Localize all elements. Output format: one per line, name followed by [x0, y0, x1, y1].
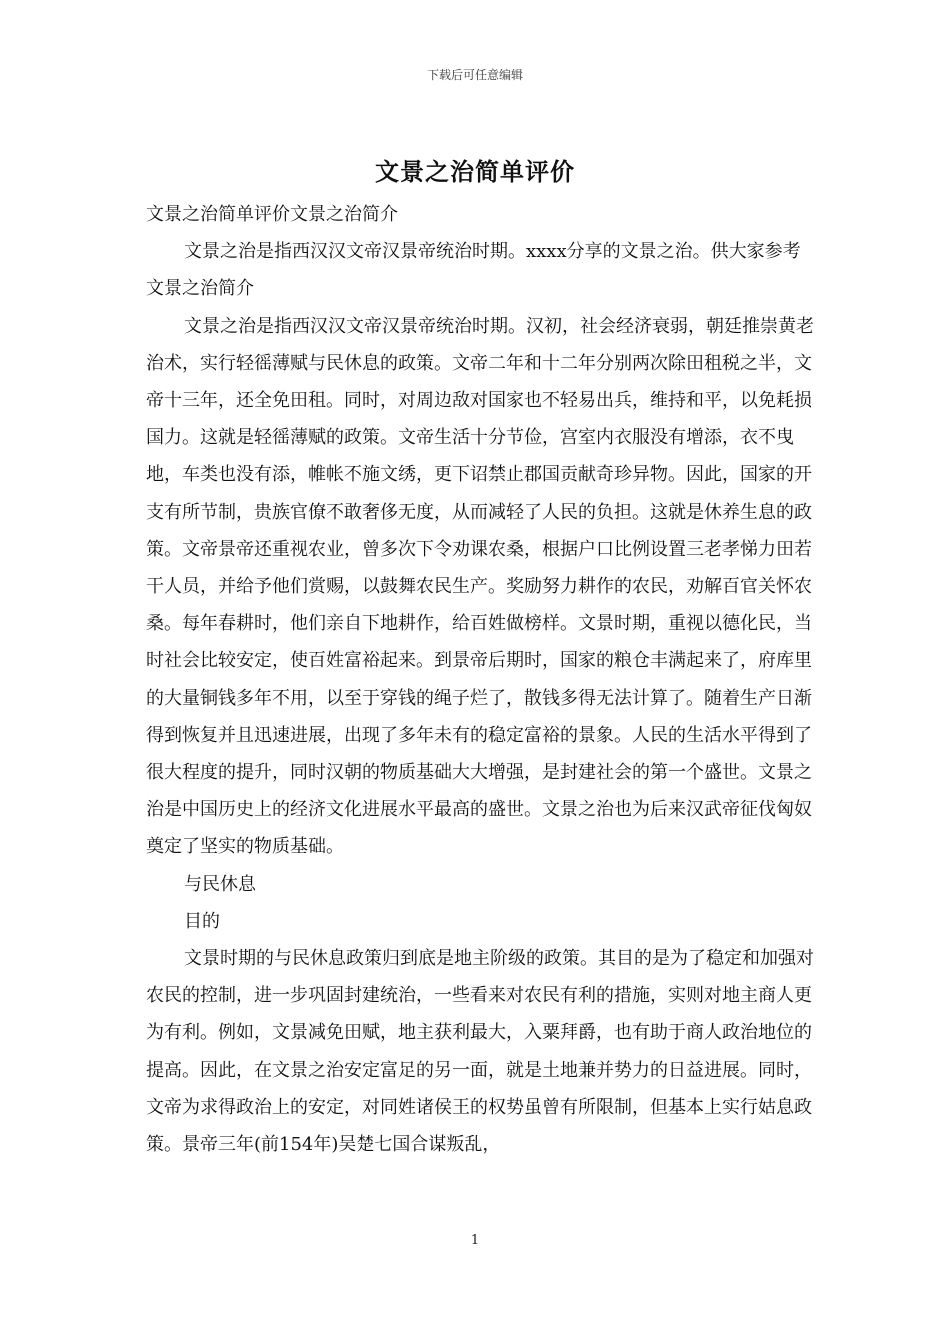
- section-heading-rest: 与民休息: [184, 873, 256, 895]
- section-heading-purpose: 目的: [184, 910, 220, 932]
- paragraph-subtitle: 文景之治简单评价文景之治简介: [146, 204, 398, 225]
- header-note: 下载后可任意编辑: [426, 68, 523, 82]
- paragraph-main: 文景之治是指西汉汉文帝汉景帝统治时期。汉初，社会经济衰弱，朝廷推崇黄老治术，实行轻徭薄赋与民休息的政策。文帝二年和十二年分别两次除田租税之半，文帝十三年，还全免田租。同时，对周边敌对国家也不轻易出兵，维持和平，以免耗损国力。这就是轻徭薄赋的政策。文帝生活十分节俭，宫室内衣服没有增添，衣不曳地，车类也没有添，帷帐不施文绣，更下诏禁止郡国贡献奇珍异物。因此，国家的开支有所节制，贵族官僚不敢奢侈无度，从而减轻了人民的负担。这就是休养生息的政策。文帝景帝还重视农业，曾多次下令劝课农桑，根据户口比例设置三老孝悌力田若干人员，并给予他们赏赐，以鼓舞农民生产。奖励努力耕作的农民，劝解百官关怀农桑。每年春耕时，他们亲自下地耕作，给百姓做榜样。文景时期，重视以德化民，当时社会比较安定，使百姓富裕起来。到景帝后期时，国家的粮仓丰满起来了，府库里的大量铜钱多年不用，以至于穿钱的绳子烂了，散钱多得无法计算了。随着生产日渐得到恢复并且迅速进展，出现了多年未有的稳定富裕的景象。人民的生活水平得到了很大程度的提升，同时汉朝的物质基础大大增强，是封建社会的第一个盛世。文景之治是中国历史上的经济文化进展水平最高的盛世。文景之治也为后来汉武帝征伐匈奴奠定了坚实的物质基础。: [146, 315, 814, 858]
- document-title: 文景之治简单评价: [375, 158, 575, 186]
- document-body: [146, 196, 816, 1163]
- paragraph-purpose: 文景时期的与民休息政策归到底是地主阶级的政策。其目的是为了稳定和加强对农民的控制，进一步巩固封建统治，一些看来对农民有利的措施，实则对地主商人更为有利。例如，文景减免田赋，地主获利最大，入粟拜爵，也有助于商人政治地位的提高。因此，在文景之治安定富足的另一面，就是土地兼并势力的日益进展。同时，文帝为求得政治上的安定，对同姓诸侯王的权势虽曾有所限制，但基本上实行姑息政策。景帝三年(前154年)吴楚七国合谋叛乱，: [146, 948, 814, 1156]
- paragraph-intro: 文景之治是指西汉汉文帝汉景帝统治时期。xxxx分享的文景之治。供大家参考文景之治简介: [146, 241, 801, 300]
- page-number: 1: [470, 1233, 480, 1248]
